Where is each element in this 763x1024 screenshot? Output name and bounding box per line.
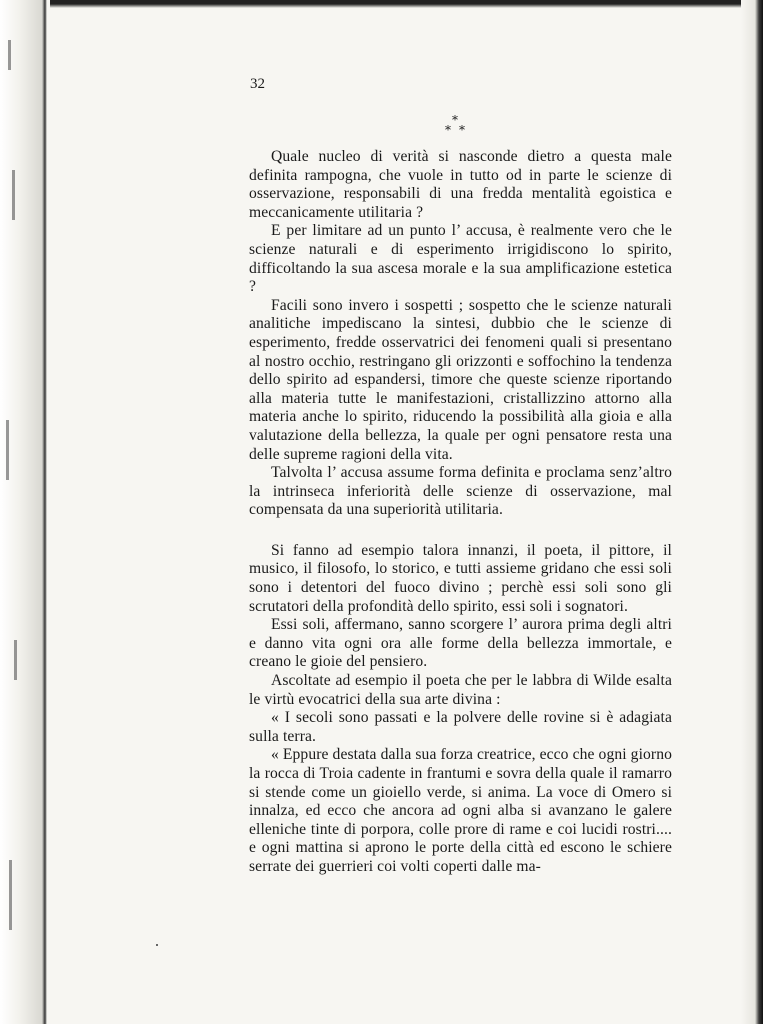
section-asterism-icon — [440, 114, 470, 138]
paragraph: Essi soli, affermano, sanno scorgere l’ aurora prima degli altri e danno vita ogni ora alle forme della bellezza immortale, e creano le gioie del pensiero. — [249, 616, 672, 671]
scan-speck — [156, 944, 158, 946]
quote-paragraph: « Eppure destata dalla sua forza creatrice, ecco che ogni giorno la rocca di Troia cadente in frantumi e sovra della quale il ramarro si stende come un gioiello verde, si anima. La voce di Omero si innalza, ed ecco che ancora ad ogni alba si avanzano le galere elleniche tinte di porpora, colle prore di rame e coi lucidi rostri.... e ogni mattina si aprono le porte della città ed escono le schiere serrate dei guerrieri coi volti coperti dalle ma- — [249, 746, 672, 875]
svg-text:*: * — [445, 123, 451, 137]
page-number: 32 — [250, 76, 265, 92]
paragraph: Ascoltate ad esempio il poeta che per le labbra di Wilde esalta le virtù evocatrici della sua arte divina : — [249, 672, 672, 708]
page-right-edge — [741, 0, 763, 1024]
paragraph: Talvolta l’ accusa assume forma definita e proclama senz’altro la intrinseca inferiorità delle scienze di osservazione, mal compensata da una superiorità utilitaria. — [249, 464, 672, 519]
paragraph: E per limitare ad un punto l’ accusa, è realmente vero che le scienze naturali e di esperimento irrigidiscono lo spirito, difficoltando la sua ascesa morale e la sua amplificazione estetica ? — [249, 222, 672, 296]
paragraph: Si fanno ad esempio talora innanzi, il poeta, il pittore, il musico, il filosofo, lo storico, e tutti assieme gridano che essi soli sono i detentori del fuoco divino ; perchè essi soli sono gli scrutatori della profondità dello spirito, essi soli i sognatori. — [249, 541, 672, 615]
page-top-edge — [0, 0, 763, 8]
paragraph: Facili sono invero i sospetti ; sospetto che le scienze naturali analitiche impediscano la sintesi, dubbio che le scienze di esperimento, fredde osservatrici dei fenomeni quali si presentano al nostro occhio, restringano gli orizzonti e soffochino la tendenza dello spirito ad espandersi, timore che queste scienze riportando alla materia tutte le manifestazioni, cristallizzino attorno alla materia anche lo spirito, riducendo la possibilità alla gioia e alla valutazione della bellezza, la quale per ogni pensatore resta una delle supreme ragioni della vita. — [249, 296, 672, 463]
svg-text:*: * — [459, 123, 465, 137]
binding-edge — [0, 0, 50, 1024]
svg-text:*: * — [452, 114, 458, 127]
body-text — [249, 148, 672, 877]
quote-paragraph: « I secoli sono passati e la polvere delle rovine si è adagiata sulla terra. — [249, 709, 672, 745]
paragraph: Quale nucleo di verità si nasconde dietro a questa male definita rampogna, che vuole in tutto od in parte le scienze di osservazione, responsabili di una fredda mentalità egoistica e meccanicamente utilitaria ? — [249, 148, 672, 221]
